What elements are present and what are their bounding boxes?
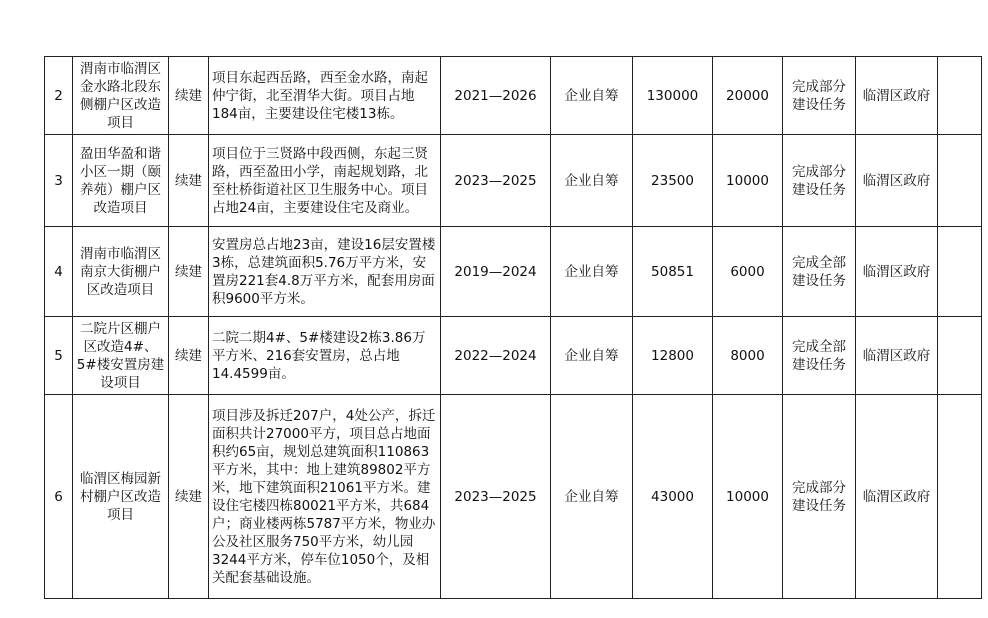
project-name: 盈田华盈和谐小区一期（颐养苑）棚户区改造项目 xyxy=(73,135,169,227)
construction-period: 2021—2026 xyxy=(441,57,551,135)
annual-target: 完成部分建设任务 xyxy=(783,135,856,227)
funding-source: 企业自筹 xyxy=(551,57,633,135)
construction-type: 续建 xyxy=(169,395,209,599)
funding-source: 企业自筹 xyxy=(551,227,633,317)
table-row xyxy=(45,135,982,227)
project-name: 临渭区梅园新村棚户区改造项目 xyxy=(73,395,169,599)
construction-type: 续建 xyxy=(169,317,209,395)
annual-target: 完成全部建设任务 xyxy=(783,227,856,317)
project-description: 项目东起西岳路，西至金水路，南起仲宁街，北至渭华大街。项目占地184亩，主要建设住宅楼13栋。 xyxy=(209,57,441,135)
funding-source: 企业自筹 xyxy=(551,395,633,599)
project-description: 项目位于三贤路中段西侧，东起三贤路，西至盈田小学，南起规划路，北至杜桥街道社区卫生服务中心。项目占地24亩，主要建设住宅及商业。 xyxy=(209,135,441,227)
row-number: 4 xyxy=(45,227,73,317)
annual-investment: 8000 xyxy=(713,317,783,395)
remarks xyxy=(938,57,982,135)
table-row xyxy=(45,395,982,599)
project-description: 安置房总占地23亩，建设16层安置楼3栋，总建筑面积5.76万平方米，安置房221套4.8万平方米，配套用房面积9600平方米。 xyxy=(209,227,441,317)
annual-target: 完成部分建设任务 xyxy=(783,57,856,135)
table-row xyxy=(45,57,982,135)
table-row xyxy=(45,317,982,395)
funding-source: 企业自筹 xyxy=(551,135,633,227)
project-name: 渭南市临渭区金水路北段东侧棚户区改造项目 xyxy=(73,57,169,135)
annual-investment: 20000 xyxy=(713,57,783,135)
project-description: 二院二期4#、5#楼建设2栋3.86万平方米、216套安置房，总占地14.4599亩。 xyxy=(209,317,441,395)
annual-investment: 10000 xyxy=(713,135,783,227)
project-name: 渭南市临渭区南京大街棚户区改造项目 xyxy=(73,227,169,317)
remarks xyxy=(938,135,982,227)
construction-period: 2023—2025 xyxy=(441,395,551,599)
total-investment: 23500 xyxy=(633,135,713,227)
remarks xyxy=(938,317,982,395)
row-number: 5 xyxy=(45,317,73,395)
row-number: 3 xyxy=(45,135,73,227)
funding-source: 企业自筹 xyxy=(551,317,633,395)
table-row xyxy=(45,227,982,317)
total-investment: 12800 xyxy=(633,317,713,395)
responsible-unit: 临渭区政府 xyxy=(856,227,938,317)
total-investment: 43000 xyxy=(633,395,713,599)
construction-type: 续建 xyxy=(169,227,209,317)
construction-type: 续建 xyxy=(169,135,209,227)
annual-investment: 6000 xyxy=(713,227,783,317)
row-number: 2 xyxy=(45,57,73,135)
total-investment: 50851 xyxy=(633,227,713,317)
remarks xyxy=(938,395,982,599)
construction-period: 2019—2024 xyxy=(441,227,551,317)
project-table xyxy=(44,56,982,599)
responsible-unit: 临渭区政府 xyxy=(856,57,938,135)
annual-target: 完成全部建设任务 xyxy=(783,317,856,395)
responsible-unit: 临渭区政府 xyxy=(856,317,938,395)
construction-type: 续建 xyxy=(169,57,209,135)
responsible-unit: 临渭区政府 xyxy=(856,135,938,227)
construction-period: 2023—2025 xyxy=(441,135,551,227)
remarks xyxy=(938,227,982,317)
annual-investment: 10000 xyxy=(713,395,783,599)
responsible-unit: 临渭区政府 xyxy=(856,395,938,599)
row-number: 6 xyxy=(45,395,73,599)
total-investment: 130000 xyxy=(633,57,713,135)
construction-period: 2022—2024 xyxy=(441,317,551,395)
project-description: 项目涉及拆迁207户，4处公产，拆迁面积共计27000平方，项目总占地面积约65亩，规划总建筑面积110863平方米，其中：地上建筑89802平方米，地下建筑面积21061平方米。建设住宅楼四栋80021平方米，共684户；商业楼两栋5787平方米，物业办公及社区服务750平方米，幼儿园3244平方米，停车位1050个，及相关配套基础设施。 xyxy=(209,395,441,599)
annual-target: 完成部分建设任务 xyxy=(783,395,856,599)
project-name: 二院片区棚户区改造4#、5#楼安置房建设项目 xyxy=(73,317,169,395)
